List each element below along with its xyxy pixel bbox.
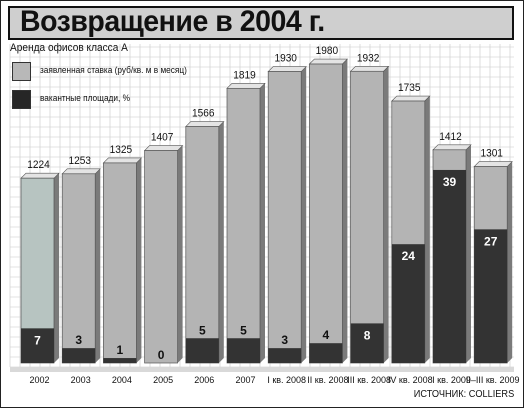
category-label: III кв. 2008: [347, 375, 391, 385]
page-title: Возвращение в 2004 г.: [20, 5, 325, 38]
bar-side: [466, 145, 471, 363]
bar-side: [260, 83, 265, 363]
bar-side: [507, 162, 512, 363]
bar-top: [227, 83, 265, 88]
vacancy-bar: [268, 348, 301, 363]
category-label: II–III кв. 2009: [465, 375, 520, 385]
bar-top: [433, 145, 471, 150]
rate-value-label: 1301: [480, 147, 503, 160]
vacancy-bar: [62, 348, 95, 363]
vacancy-value-label: 3: [281, 333, 289, 348]
vacancy-value-label: 3: [75, 333, 83, 348]
legend-label-rate: заявленная ставка (руб/кв. м в месяц): [40, 65, 187, 75]
bar-top: [103, 158, 141, 163]
vacancy-value-label: 39: [442, 174, 457, 189]
category-label: 2006: [194, 375, 215, 385]
title-bar: [8, 6, 514, 40]
bar-side: [384, 66, 389, 363]
vacancy-bar: [103, 358, 136, 363]
legend-swatch-rate: [12, 62, 31, 81]
bar-side: [342, 59, 347, 363]
rate-value-label: 1980: [315, 44, 339, 58]
rate-bar: [103, 163, 136, 363]
bar-side: [178, 146, 183, 363]
bar-top: [145, 146, 183, 151]
category-label: 2004: [111, 375, 132, 385]
vacancy-bar: [186, 338, 219, 363]
vacancy-value-label: 4: [322, 328, 330, 343]
rate-value-label: 1224: [27, 158, 50, 172]
category-label: I кв. 2009: [432, 375, 471, 385]
category-label: 2003: [70, 375, 91, 385]
rate-bar: [145, 151, 178, 363]
bar-side: [301, 67, 306, 363]
vacancy-bar: [474, 229, 507, 363]
rate-bar: [227, 88, 260, 363]
category-label: IV кв. 2008: [387, 375, 433, 385]
vacancy-value-label: 1: [116, 343, 124, 358]
vacancy-bar: [433, 170, 466, 363]
bar-side: [136, 158, 141, 363]
vacancy-bar: [309, 343, 342, 363]
bar-side: [95, 169, 100, 363]
baseline-strip: [10, 367, 514, 372]
legend-label-vacancy: вакантные площади, %: [40, 93, 130, 103]
category-label: 2007: [235, 375, 256, 385]
legend-swatch-vacancy: [12, 90, 31, 109]
category-label: II кв. 2008: [307, 375, 349, 385]
vacancy-value-label: 0: [157, 348, 165, 362]
category-label: 2002: [29, 375, 50, 385]
rate-value-label: 1819: [233, 68, 256, 82]
rate-value-label: 1932: [356, 51, 380, 65]
source-note: ИСТОЧНИК: COLLIERS: [413, 389, 514, 400]
rate-value-label: 1930: [274, 52, 297, 65]
vacancy-bar: [227, 338, 260, 363]
vacancy-value-label: 5: [198, 323, 206, 338]
rate-value-label: 1407: [150, 131, 174, 144]
bar-top: [21, 173, 59, 178]
bar-top: [62, 169, 100, 174]
bar-top: [309, 59, 347, 64]
bar-side: [219, 122, 224, 363]
rate-value-label: 1566: [192, 107, 215, 120]
vacancy-value-label: 24: [401, 249, 415, 264]
bar-top: [268, 67, 306, 72]
bar-top: [186, 122, 224, 127]
rate-bar: [309, 64, 342, 363]
bar-side: [54, 173, 59, 363]
category-label: I кв. 2008: [267, 375, 307, 385]
chart-subtitle: Аренда офисов класса А: [10, 42, 128, 54]
vacancy-value-label: 27: [484, 234, 498, 249]
category-label: 2005: [153, 375, 174, 385]
rate-value-label: 1412: [439, 130, 462, 143]
rate-value-label: 1735: [398, 81, 421, 95]
vacancy-value-label: 7: [34, 333, 41, 348]
rate-value-label: 1253: [68, 154, 91, 167]
rate-bar: [351, 71, 384, 363]
bar-side: [425, 96, 430, 363]
vacancy-value-label: 5: [240, 323, 247, 338]
rate-value-label: 1325: [109, 143, 133, 157]
rate-bar: [268, 72, 301, 363]
bar-top: [392, 96, 430, 101]
bar-top: [351, 66, 389, 71]
vacancy-value-label: 8: [363, 328, 371, 343]
bar-top: [474, 162, 512, 167]
